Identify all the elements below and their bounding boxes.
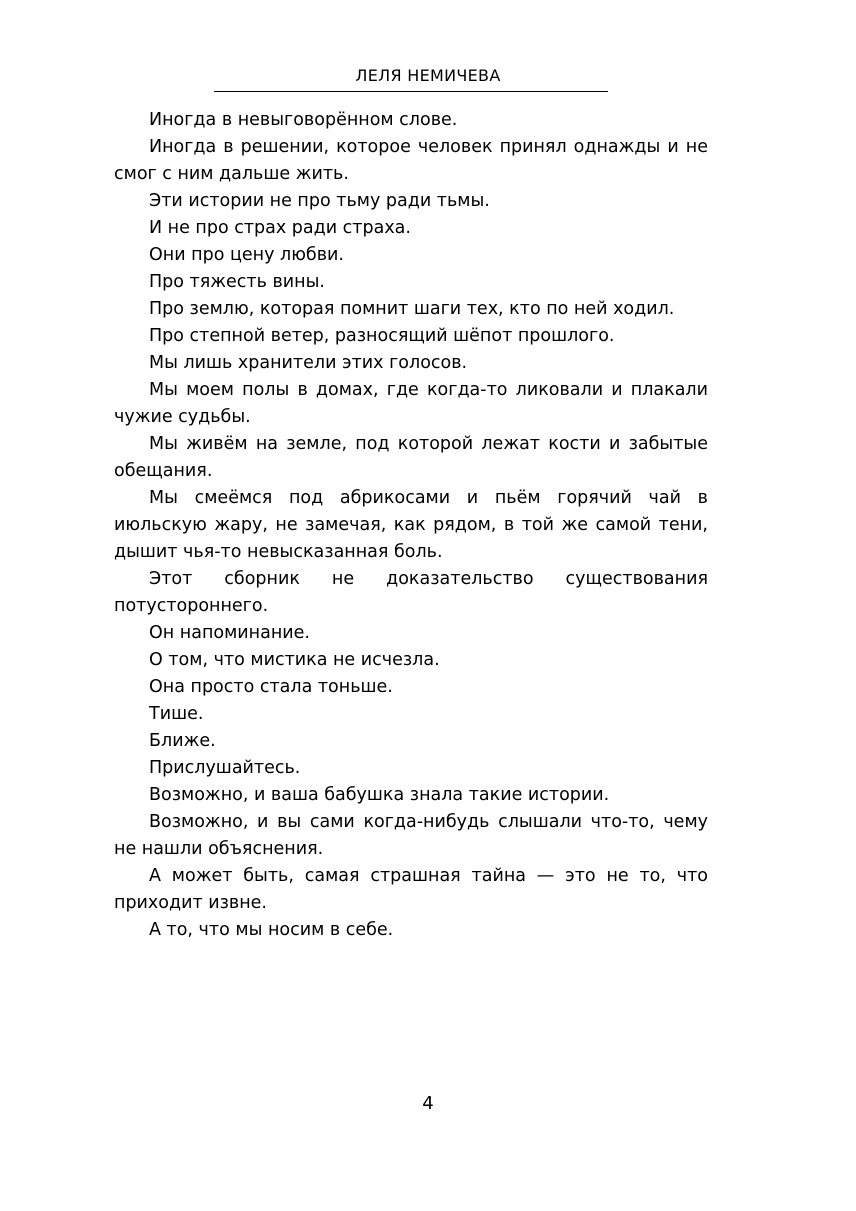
paragraph: Этот сборник не доказательство существования потустороннего. — [114, 569, 708, 616]
paragraph: Про степной ветер, разносящий шёпот прошлого. — [149, 326, 615, 346]
paragraph: Он напоминание. — [149, 623, 310, 643]
paragraph: Возможно, и вы сами когда-нибудь слышали что-то, чему не нашли объяснения. — [114, 812, 708, 859]
paragraph: Иногда в невыговорённом слове. — [149, 110, 458, 130]
paragraph: Ближе. — [149, 731, 216, 751]
paragraph: Мы моем полы в домах, где когда-то ликовали и плакали чужие судьбы. — [114, 380, 708, 427]
paragraph: А то, что мы носим в себе. — [149, 920, 394, 940]
paragraph: Тише. — [149, 704, 204, 724]
page-number: 4 — [422, 1093, 434, 1114]
paragraph: А может быть, самая страшная тайна — это не то, что приходит извне. — [114, 866, 708, 913]
paragraph: И не про страх ради страха. — [149, 218, 411, 238]
paragraph: Возможно, и ваша бабушка знала такие истории. — [149, 785, 610, 805]
paragraph: Иногда в решении, которое человек принял однажды и не смог с ним дальше жить. — [114, 137, 708, 184]
paragraph: Мы живём на земле, под которой лежат кости и забытые обещания. — [114, 434, 708, 481]
body-text — [114, 107, 708, 944]
paragraph: Про тяжесть вины. — [149, 272, 325, 292]
paragraph: Мы смеёмся под абрикосами и пьём горячий чай в июльскую жару, не замечая, как рядом, в той же самой тени, дышит чья-то невысказанная боль. — [114, 488, 708, 562]
running-head: ЛЕЛЯ НЕМИЧЕВА — [355, 66, 501, 85]
paragraph: О том, что мистика не исчезла. — [149, 650, 440, 670]
paragraph: Мы лишь хранители этих голосов. — [149, 353, 468, 373]
paragraph: Они про цену любви. — [149, 245, 344, 265]
header-rule — [214, 91, 608, 92]
paragraph: Она просто стала тоньше. — [149, 677, 393, 697]
paragraph: Про землю, которая помнит шаги тех, кто по ней ходил. — [149, 299, 675, 319]
paragraph: Эти истории не про тьму ради тьмы. — [149, 191, 490, 211]
paragraph: Прислушайтесь. — [149, 758, 301, 778]
